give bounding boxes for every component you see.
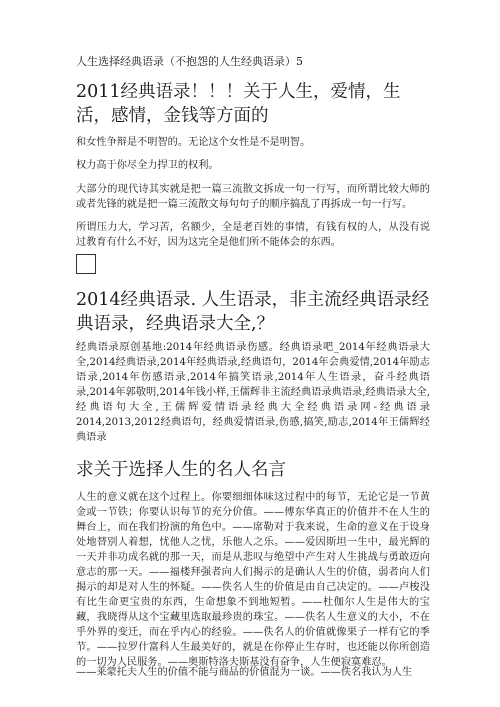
section-heading-quotes: 求关于选择人生的名人名言 [76,460,286,480]
image-placeholder-box [76,254,96,274]
paragraph: ——莱蒙托夫人生的价值不能与商品的价值混为一谈。——佚名我认为人生 [76,667,413,678]
paragraph: 和女性争辩是不明智的。无论这个女性是不是明智。 [76,137,311,148]
paragraph: 人生的意义就在这个过程上。你要细细体味这过程中的每节，无论它是一节黄金或一节铁；你要认识每节的充分价值。——傅东华真正的价值并不在人生的舞台上，而在我们扮演的角色中。——席勒对于我来说，生命的意义在于设身处地替别人着想，忧他人之忧，乐他人之乐。——爱因斯坦一生中，最光辉的一天并非功成名就的那一天，而是从悲叹与绝望中产生对人生挑战与勇敢迈向意志的那一天。——福楼拜强者向人们揭示的是确认人生的价值，弱者向人们揭示的却是对人生的怀疑。——佚名人生的价值是由自己决定的。——卢梭没有比生命更宝贵的东西，生命想象不到地短暂。——杜伽尔人生是伟大的宝藏，我晓得从这个宝藏里选取最珍贵的珠宝。——佚名人生意义的大小，不在乎外界的变迁，而在乎内心的经验。——佚名人的价值就像果子一样有它的季节。——拉罗什富科人生最美好的，就是在你停止生存时，也还能以你所创造的一切为人民服务。——奥斯特洛夫斯基没有奋争，人生便寂寞难忍。 [76,492,430,668]
paragraph: 经典语录原创基地:2014年经典语录伤感。经典语录吧_2014年经典语录大全,2014经典语录,2014年经典语录,经典语句，2014年会典爱情,2014年励志语录,2014年伤感语录,2014年搞笑语录,2014年人生语录，奋斗经典语录,2014年郭敬明,2014年钱小样,王儒辉非主流经典语录典语录,经典语录大全,经典语句大全,王儒辉爱情语录经典大全经典语录网-经典语录2014,2013,2012经典语句，经典爱情语录,伤感,搞笑,励志,2014年王儒辉经典语录 [76,342,430,443]
section-heading-2011: 2011经典语录！！！关于人生，爱情，生活，感情，金钱等方面的 [76,82,401,126]
paragraph: 大部分的现代诗其实就是把一篇三流散文拆成一句一行写，而所谓比较大师的或者先锋的就是把一篇三流散文每句句子的顺序搞乱了再拆成一句一行写。 [76,184,430,210]
paragraph: 所谓压力大，学习苦，名额少，全是老百姓的事情，有钱有权的人，从没有说过教育有什么不好，因为这完全是他们所不能体会的东西。 [76,222,430,248]
paragraph: 权力高于你尽全力捍卫的权利。 [76,160,219,171]
section-heading-2014: 2014经典语录. 人生语录，非主流经典语录经典语录，经典语录大全,？ [76,290,430,334]
document-title: 人生选择经典语录（不抱怨的人生经典语录）5 [76,55,303,68]
